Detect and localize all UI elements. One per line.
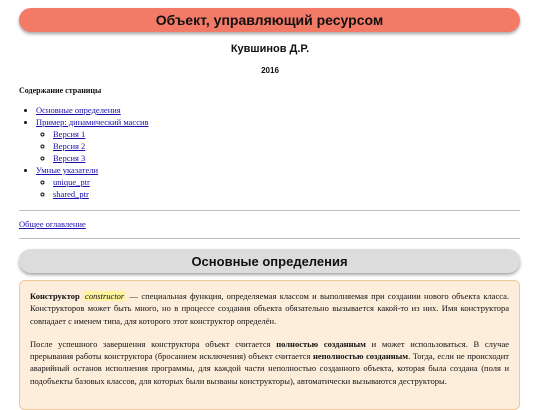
text-span: и может использоваться. В случае прерывания работы конструктора (бросанием исключения) объект считается — [30, 338, 509, 362]
toc-link-version-1[interactable]: Версия 1 — [53, 129, 86, 139]
table-of-contents — [19, 104, 509, 200]
year: 2016 — [261, 66, 279, 75]
toc-subitem — [53, 188, 509, 200]
toc-subitem — [53, 176, 509, 188]
text-span: . Тогда, если не происходит аварийный останов исполнения программы, для каждой части неполностью созданного объекта, которая была создана (поля и подобъекты базовых классов, для которых были вызваны конструкторы), автоматически вызываются деструкторы. — [30, 351, 509, 386]
term-partially-created: неполностью созданным — [312, 351, 409, 362]
toc-item — [36, 164, 509, 200]
definition-paragraph — [30, 290, 509, 327]
toc-subitem — [53, 140, 509, 152]
definition-box — [19, 280, 520, 410]
general-contents-link[interactable]: Общее оглавление — [19, 219, 86, 229]
toc-link-smart-pointers[interactable]: Умные указатели — [36, 165, 99, 175]
toc-item — [36, 104, 509, 116]
definition-text: — специальная функция, определяемая классом и выполняемая при создании нового объекта класса. Конструкторов может быть много, но в процессе создания объекта обязательно вызывается какой-то из них. Имя конструктора совпадает с именем типа, для которого этот конструктор определён. — [30, 291, 510, 326]
divider — [19, 238, 520, 239]
text-span: После успешного завершения конструктора объект считается — [30, 338, 277, 349]
toc-link-version-3[interactable]: Версия 3 — [53, 153, 86, 163]
term-fully-created: полностью созданным — [276, 338, 366, 349]
toc-subitem — [53, 128, 509, 140]
author: Кувшинов Д.Р. — [230, 43, 310, 55]
term-english: constructor — [85, 291, 125, 301]
toc-link-unique-ptr[interactable]: unique_ptr — [53, 177, 90, 187]
divider — [19, 210, 520, 211]
page-title: Объект, управляющий ресурсом — [19, 8, 520, 32]
toc-item — [36, 116, 509, 164]
toc-link-basic-definitions[interactable]: Основные определения — [36, 105, 121, 115]
toc-heading: Содержание страницы — [19, 86, 102, 95]
term-constructor: Конструктор — [30, 291, 80, 301]
body-paragraph — [30, 338, 509, 387]
toc-link-version-2[interactable]: Версия 2 — [53, 141, 86, 151]
section-heading: Основные определения — [19, 249, 520, 273]
toc-subitem — [53, 152, 509, 164]
toc-link-shared-ptr[interactable]: shared_ptr — [53, 189, 89, 199]
toc-link-dynamic-array[interactable]: Пример: динамический массив — [36, 117, 149, 127]
